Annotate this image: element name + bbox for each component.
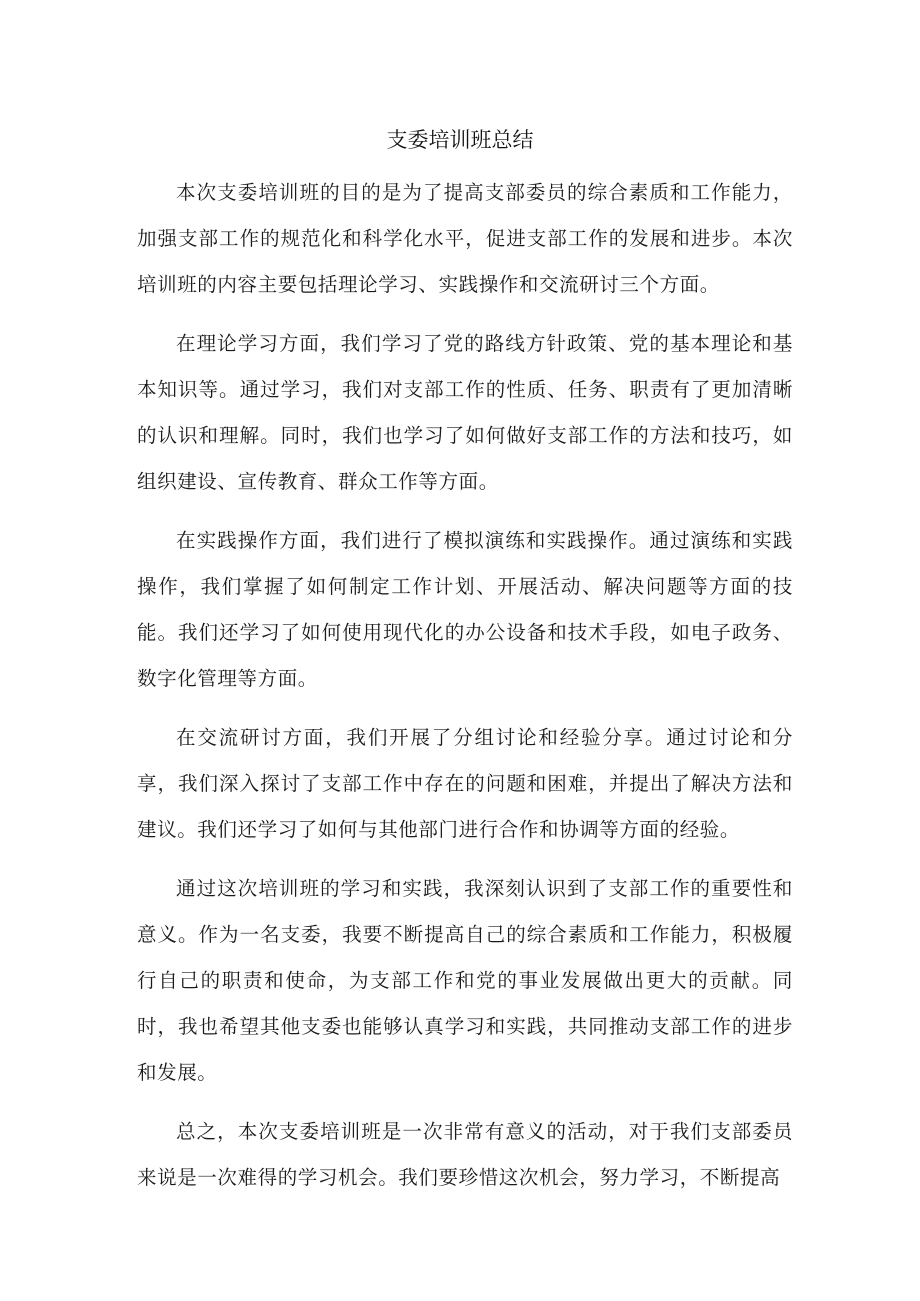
paragraph-theory-study: 在理论学习方面，我们学习了党的路线方针政策、党的基本理论和基本知识等。通过学习，我们对支部工作的性质、任务、职责有了更加清晰的认识和理解。同时，我们也学习了如何做好支部工作的方法和技巧，如组织建设、宣传教育、群众工作等方面。 — [137, 332, 793, 493]
paragraph-reflection: 通过这次培训班的学习和实践，我深刻认识到了支部工作的重要性和意义。作为一名支委，我要不断提高自己的综合素质和工作能力，积极履行自己的职责和使命，为支部工作和党的事业发展做出更大的贡献。同时，我也希望其他支委也能够认真学习和实践，共同推动支部工作的进步和发展。 — [137, 877, 793, 1084]
document-title: 支委培训班总结 — [386, 128, 534, 152]
document-body — [137, 170, 793, 1214]
paragraph-exchange: 在交流研讨方面，我们开展了分组讨论和经验分享。通过讨论和分享，我们深入探讨了支部工作中存在的问题和困难，并提出了解决方法和建议。我们还学习了如何与其他部门进行合作和协调等方面的经验。 — [137, 726, 793, 841]
paragraph-practice: 在实践操作方面，我们进行了模拟演练和实践操作。通过演练和实践操作，我们掌握了如何制定工作计划、开展活动、解决问题等方面的技能。我们还学习了如何使用现代化的办公设备和技术手段，如电子政务、数字化管理等方面。 — [137, 529, 793, 690]
paragraph-conclusion: 总之，本次支委培训班是一次非常有意义的活动，对于我们支部委员来说是一次难得的学习机会。我们要珍惜这次机会，努力学习，不断提高 — [137, 1120, 793, 1189]
paragraph-intro: 本次支委培训班的目的是为了提高支部委员的综合素质和工作能力，加强支部工作的规范化和科学化水平，促进支部工作的发展和进步。本次培训班的内容主要包括理论学习、实践操作和交流研讨三个方面。 — [137, 181, 793, 296]
